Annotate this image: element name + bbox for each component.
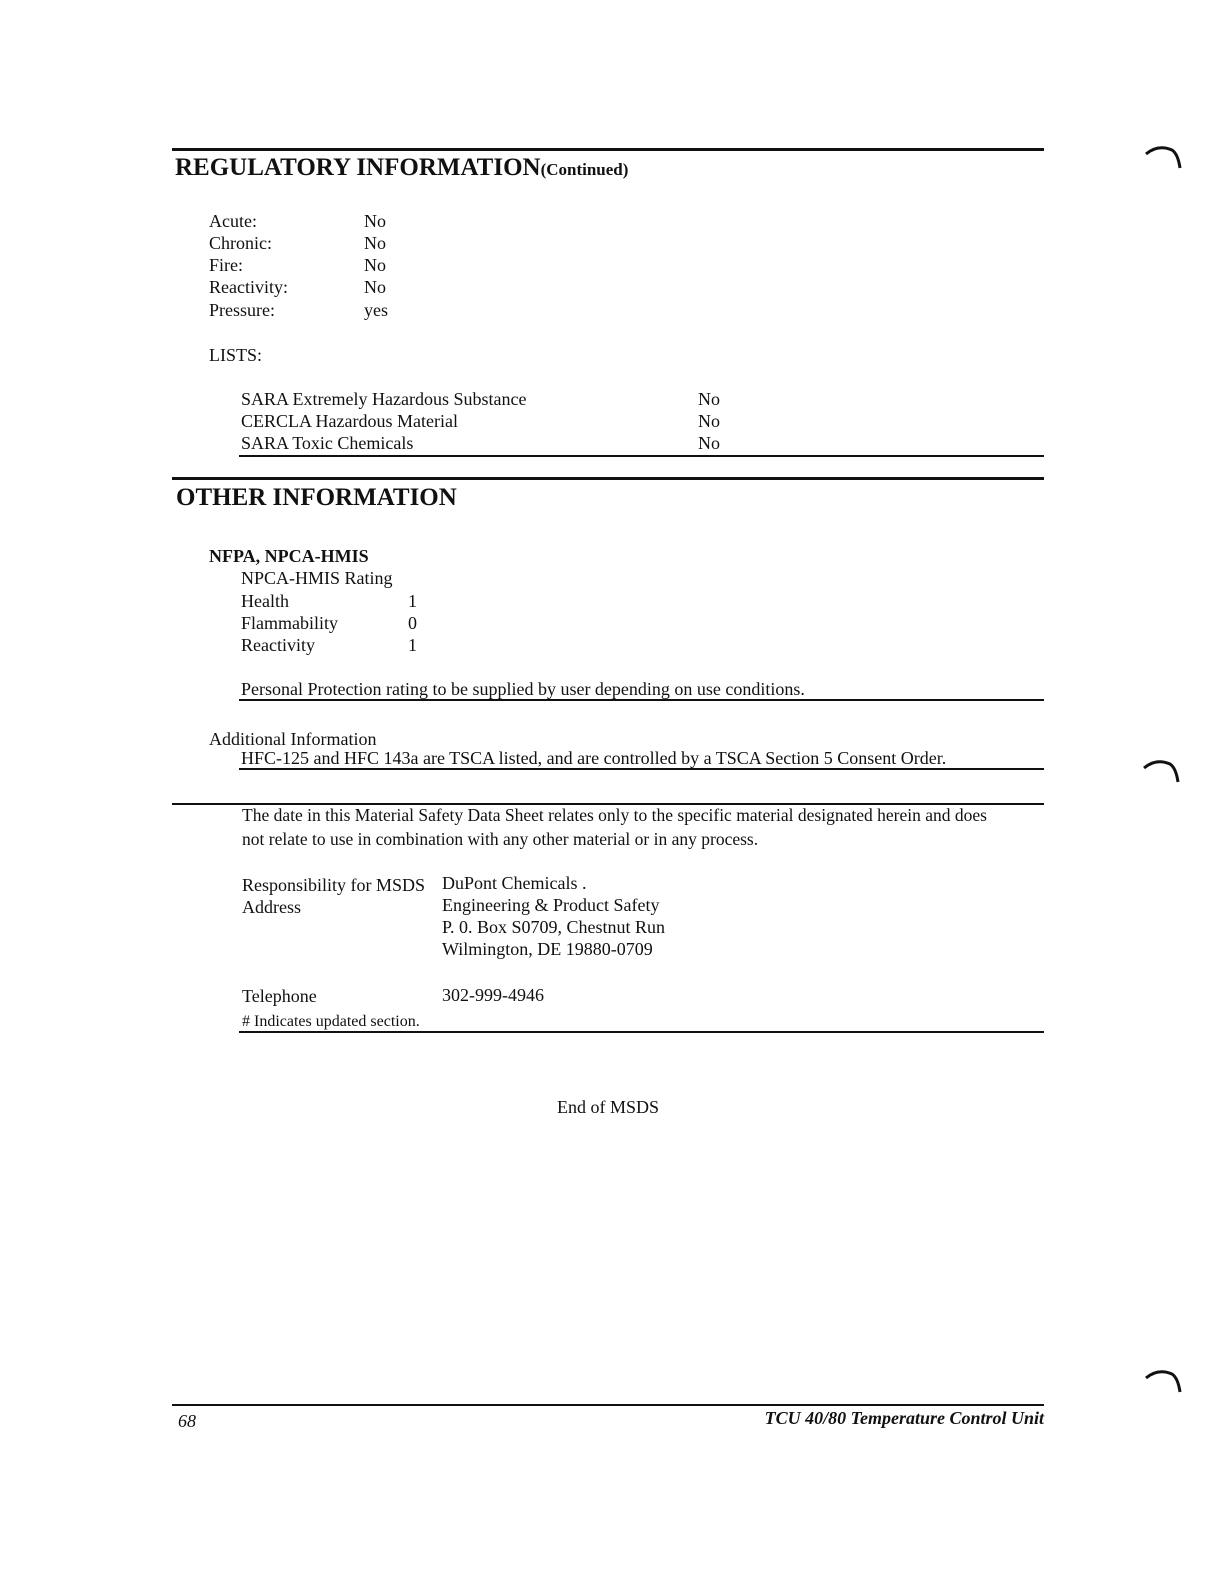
- protection-note: Personal Protection rating to be supplied by user depending on use conditions.: [241, 679, 805, 699]
- list-value: No: [698, 411, 720, 431]
- hazard-label: Reactivity:: [209, 277, 288, 297]
- hazard-row-chronic: [209, 233, 386, 254]
- list-label: SARA Toxic Chemicals: [241, 433, 414, 453]
- rating-row-flammability: [241, 613, 417, 634]
- rating-row-health: [241, 591, 417, 612]
- address-line: Engineering & Product Safety: [442, 895, 660, 915]
- additional-underline: [239, 768, 1044, 770]
- hazard-row-fire: [209, 255, 386, 276]
- binder-hole-mark-icon: [1144, 1366, 1184, 1396]
- other-heading: OTHER INFORMATION: [176, 484, 457, 511]
- hazard-row-reactivity: [209, 277, 386, 298]
- lists-label: LISTS:: [209, 345, 263, 365]
- list-row-sara-toxic: [241, 433, 720, 454]
- regulatory-heading: [175, 154, 628, 182]
- list-label: SARA Extremely Hazardous Substance: [241, 389, 527, 409]
- list-label: CERCLA Hazardous Material: [241, 411, 458, 431]
- responsibility-value: DuPont Chemicals .: [442, 873, 587, 893]
- hazard-label: Acute:: [209, 211, 257, 231]
- list-value: No: [698, 433, 720, 453]
- rating-value: 1: [408, 591, 417, 611]
- regulatory-title: REGULATORY INFORMATION: [175, 154, 541, 181]
- document-title: TCU 40/80 Temperature Control Unit: [764, 1408, 1044, 1428]
- hazard-value: No: [364, 255, 386, 275]
- disclaimer-line-2: not relate to use in combination with any other material or in any process.: [242, 829, 759, 849]
- footer-rule: [172, 1404, 1044, 1406]
- nfpa-heading: NFPA, NPCA-HMIS: [209, 546, 369, 566]
- hazard-row-acute: [209, 211, 386, 232]
- address-label: Address: [242, 897, 301, 917]
- binder-hole-mark-icon: [1142, 756, 1182, 786]
- hazard-label: Fire:: [209, 255, 243, 275]
- rating-label: Reactivity: [241, 635, 315, 655]
- hazard-value: No: [364, 277, 386, 297]
- address-line: Wilmington, DE 19880-0709: [442, 939, 653, 959]
- responsibility-label: Responsibility for MSDS: [242, 875, 426, 895]
- other-section-rule: [172, 477, 1044, 480]
- address-line: P. 0. Box S0709, Chestnut Run: [442, 917, 666, 937]
- rating-label: Health: [241, 591, 289, 611]
- binder-hole-mark-icon: [1144, 142, 1184, 172]
- additional-text: HFC-125 and HFC 143a are TSCA listed, and are controlled by a TSCA Section 5 Consent Order.: [241, 748, 947, 768]
- hazard-value: No: [364, 211, 386, 231]
- end-of-msds: End of MSDS: [557, 1097, 660, 1117]
- list-row-sara-ehs: [241, 389, 720, 410]
- protection-underline: [239, 699, 1044, 701]
- hazard-value: No: [364, 233, 386, 253]
- list-value: No: [698, 389, 720, 409]
- rating-row-reactivity: [241, 635, 417, 656]
- contact-underline: [239, 1031, 1044, 1033]
- hazard-label: Chronic:: [209, 233, 272, 253]
- lists-underline: [239, 455, 1044, 457]
- hazard-value: yes: [364, 300, 388, 320]
- rating-label: Flammability: [241, 613, 338, 633]
- rating-value: 1: [408, 635, 417, 655]
- updated-section-note: # Indicates updated section.: [242, 1013, 420, 1030]
- hazard-row-pressure: [209, 300, 388, 321]
- rating-value: 0: [408, 613, 417, 633]
- regulatory-title-suffix: (Continued): [540, 160, 629, 179]
- additional-heading: Additional Information: [209, 729, 377, 749]
- hazard-label: Pressure:: [209, 300, 275, 320]
- list-row-cercla: [241, 411, 720, 432]
- hmis-heading: NPCA-HMIS Rating: [241, 568, 393, 588]
- telephone-value: 302-999-4946: [442, 985, 544, 1005]
- page-number: 68: [178, 1411, 196, 1431]
- disclaimer-line-1: The date in this Material Safety Data Sheet relates only to the specific material designated herein and does: [242, 805, 987, 825]
- top-rule: [172, 148, 1044, 151]
- telephone-label: Telephone: [242, 986, 317, 1006]
